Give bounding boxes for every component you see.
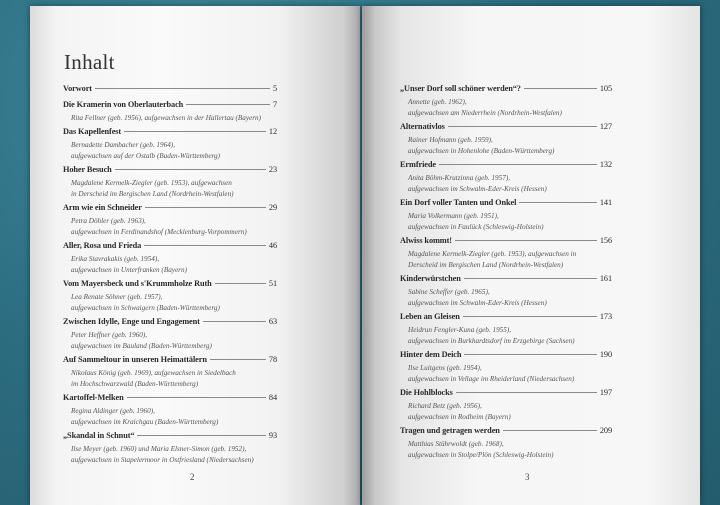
toc-entry (400, 388, 612, 423)
entry-author-line: Lea Renate Söhner (geb. 1957), (71, 292, 163, 301)
entry-page-number: 132 (599, 160, 612, 169)
entry-title: Alwiss kommt! (400, 236, 452, 245)
entry-page-number: 209 (599, 426, 612, 435)
leader-line (519, 202, 597, 203)
entry-page-number: 156 (599, 236, 612, 245)
entry-title: Die Kramerin von Oberlauterbach (63, 100, 184, 109)
entry-author-line: aufgewachsen in Hohenlohe (Baden-Württemberg) (408, 146, 555, 155)
entry-page-number: 7 (272, 100, 277, 109)
entry-title: Kinderwürstchen (400, 274, 461, 283)
entry-author-line: im Hochschwarzwald (Baden-Württemberg) (71, 379, 199, 388)
leader-line (145, 207, 266, 208)
entry-page-number: 173 (599, 312, 612, 321)
toc-entry (63, 127, 277, 162)
toc-entry (63, 84, 277, 97)
toc-entry (400, 84, 612, 119)
toc-entry-heading (400, 84, 612, 97)
entry-title: Auf Sammeltour in unseren Heimattälern (63, 355, 207, 364)
leader-line (203, 321, 266, 322)
entry-page-number: 84 (268, 393, 277, 402)
entry-page-number: 197 (599, 388, 612, 397)
entry-author-line: aufgewachsen in Ferdinandshof (Mecklenburg-Vorpommern) (71, 227, 247, 236)
entry-author-line: aufgewachsen in Vellage im Rheiderland (Niedersachsen) (408, 374, 575, 383)
page-number: 3 (525, 472, 530, 482)
toc-entry-heading (400, 274, 612, 287)
entry-page-number: 29 (268, 203, 277, 212)
leader-line (524, 88, 597, 89)
toc-entry-heading (400, 122, 612, 135)
entry-page-number: 51 (268, 279, 277, 288)
entry-title: Leben an Gleisen (400, 312, 460, 321)
leader-line (186, 104, 270, 105)
toc-entry (63, 279, 277, 314)
page-title: Inhalt (64, 50, 115, 74)
entry-author-line: aufgewachsen auf der Ostalb (Baden-Württemberg) (71, 151, 221, 160)
left-page (30, 6, 360, 505)
toc-entry (63, 393, 277, 428)
entry-title: „Skandal in Schnut“ (63, 431, 135, 440)
entry-author-line: Regina Aldinger (geb. 1960), (71, 406, 155, 415)
toc-entry-heading (63, 165, 277, 178)
toc-entry (400, 160, 612, 195)
entry-page-number: 78 (268, 355, 277, 364)
toc-entry (400, 274, 612, 309)
entry-title: Vorwort (63, 84, 92, 93)
leader-line (95, 88, 270, 89)
toc-entry-heading (63, 127, 277, 140)
entry-page-number: 46 (268, 241, 277, 250)
entry-title: Das Kapellenfest (63, 127, 122, 136)
toc-entry (400, 312, 612, 347)
toc-entry (400, 198, 612, 233)
entry-author-line: Rita Fellner (geb. 1956), aufgewachsen in der Hallertau (Bayern) (71, 113, 262, 122)
entry-title: Hoher Besuch (63, 165, 112, 174)
toc-entry (63, 317, 277, 352)
entry-page-number: 190 (599, 350, 612, 359)
entry-page-number: 161 (599, 274, 612, 283)
toc-entry (400, 122, 612, 157)
entry-title: Tragen und getragen werden (400, 426, 500, 435)
leader-line (448, 126, 597, 127)
leader-line (455, 240, 597, 241)
toc-entry-heading (400, 388, 612, 401)
entry-author-line: aufgewachsen in Stapelermoor in Ostfriesland (Niedersachsen) (71, 455, 254, 464)
entry-author-line: Peter Heffner (geb. 1960), (71, 330, 148, 339)
entry-page-number: 5 (272, 84, 277, 93)
leader-line (137, 435, 265, 436)
entry-author-line: aufgewachsen im Kraichgau (Baden-Württemberg) (71, 417, 219, 426)
toc-entry-heading (400, 198, 612, 211)
leader-line (124, 131, 266, 132)
toc-entry-heading (63, 355, 277, 368)
entry-page-number: 12 (268, 127, 277, 136)
entry-page-number: 93 (268, 431, 277, 440)
leader-line (463, 316, 597, 317)
toc-entry (400, 236, 612, 271)
page-number: 2 (190, 472, 195, 482)
toc-entry-heading (63, 317, 277, 330)
entry-author-line: Rainer Hofmann (geb. 1959), (408, 135, 493, 144)
toc-entry-heading (63, 203, 277, 216)
toc-entry-heading (63, 241, 277, 254)
leader-line (210, 359, 266, 360)
toc-entry-heading (400, 350, 612, 363)
entry-author-line: aufgewachsen in Faulück (Schleswig-Holstein) (408, 222, 544, 231)
toc-entry-heading (63, 431, 277, 444)
entry-author-line: aufgewachsen im Schwalm-Eder-Kreis (Hessen) (408, 298, 547, 307)
entry-author-line: aufgewachsen im Bauland (Baden-Württemberg) (71, 341, 212, 350)
leader-line (439, 164, 597, 165)
toc-entry-heading (63, 84, 277, 97)
entry-title: Aller, Rosa und Frieda (63, 241, 142, 250)
entry-author-line: Ilse Luitgens (geb. 1954), (408, 363, 482, 372)
entry-author-line: Ilse Meyer (geb. 1960) und Maria Elsner-Simon (geb. 1952), (71, 444, 247, 453)
toc-entry-heading (400, 236, 612, 249)
entry-author-line: Annette (geb. 1962), (408, 97, 467, 106)
leader-line (215, 283, 266, 284)
entry-author-line: aufgewachsen in Schwaigern (Baden-Württemberg) (71, 303, 220, 312)
toc-entry (63, 355, 277, 390)
entry-author-line: Maria Volkermann (geb. 1951), (408, 211, 499, 220)
entry-page-number: 127 (599, 122, 612, 131)
entry-author-line: Richard Betz (geb. 1956), (408, 401, 482, 410)
entry-author-line: Bernadette Dambacher (geb. 1964), (71, 140, 175, 149)
entry-author-line: Magdalene Kermelk-Ziegler (geb. 1953), aufgewachsen (71, 178, 232, 187)
toc-list-right (400, 84, 612, 464)
toc-entry-heading (63, 100, 277, 113)
entry-author-line: in Derscheid im Bergischen Land (Nordrhein-Westfalen) (71, 189, 234, 198)
entry-page-number: 105 (599, 84, 612, 93)
entry-title: Hinter dem Deich (400, 350, 462, 359)
toc-list-left (63, 84, 277, 469)
entry-title: Kartoffel-Melken (63, 393, 124, 402)
toc-entry-heading (400, 160, 612, 173)
entry-author-line: aufgewachsen in Rodheim (Bayern) (408, 412, 511, 421)
toc-entry (400, 350, 612, 385)
entry-author-line: Petra Döhler (geb. 1963), (71, 216, 146, 225)
toc-entry-heading (400, 312, 612, 325)
entry-author-line: Heidrun Fengler-Kuna (geb. 1955), (408, 325, 512, 334)
entry-author-line: aufgewachsen am Niederrhein (Nordrhein-Westfalen) (408, 108, 562, 117)
toc-entry (63, 203, 277, 238)
toc-entry-heading (63, 393, 277, 406)
entry-title: Arm wie ein Schneider (63, 203, 142, 212)
entry-author-line: aufgewachsen in Stolpe/Plön (Schleswig-Holstein) (408, 450, 554, 459)
leader-line (115, 169, 266, 170)
entry-author-line: Sabine Scheffer (geb. 1965), (408, 287, 490, 296)
entry-page-number: 23 (268, 165, 277, 174)
toc-entry (63, 431, 277, 466)
entry-author-line: Magdalene Kermelk-Ziegler (geb. 1953), aufgewachsen in (408, 249, 577, 258)
entry-title: „Unser Dorf soll schöner werden“? (400, 84, 521, 93)
toc-entry-heading (400, 426, 612, 439)
entry-title: Zwischen Idylle, Enge und Engagement (63, 317, 200, 326)
entry-title: Ein Dorf voller Tanten und Onkel (400, 198, 517, 207)
toc-entry (63, 165, 277, 200)
entry-author-line: Matthias Stührwoldt (geb. 1968), (408, 439, 504, 448)
leader-line (456, 392, 597, 393)
toc-entry (400, 426, 612, 461)
leader-line (503, 430, 597, 431)
toc-entry (63, 100, 277, 124)
entry-title: Die Hohlblocks (400, 388, 453, 397)
entry-author-line: aufgewachsen in Burkhardtsdorf im Erzgebirge (Sachsen) (408, 336, 575, 345)
entry-author-line: aufgewachsen in Unterfranken (Bayern) (71, 265, 187, 274)
leader-line (127, 397, 266, 398)
entry-page-number: 63 (268, 317, 277, 326)
entry-author-line: Derscheid im Bergischen Land (Nordrhein-Westfalen) (408, 260, 564, 269)
leader-line (144, 245, 266, 246)
entry-author-line: Nikolaus König (geb. 1969), aufgewachsen in Siedelbach (71, 368, 236, 377)
toc-entry-heading (63, 279, 277, 292)
leader-line (464, 354, 596, 355)
entry-title: Vom Mayersbeck und s'Krummholze Ruth (63, 279, 212, 288)
right-page (362, 6, 700, 505)
entry-title: Ermfriede (400, 160, 436, 169)
toc-entry (63, 241, 277, 276)
entry-author-line: Anita Böhm-Krutzinna (geb. 1957), (408, 173, 511, 182)
entry-author-line: aufgewachsen im Schwalm-Eder-Kreis (Hessen) (408, 184, 547, 193)
entry-author-line: Erika Stavrakakis (geb. 1954), (71, 254, 160, 263)
entry-page-number: 141 (599, 198, 612, 207)
entry-title: Alternativlos (400, 122, 445, 131)
leader-line (464, 278, 597, 279)
